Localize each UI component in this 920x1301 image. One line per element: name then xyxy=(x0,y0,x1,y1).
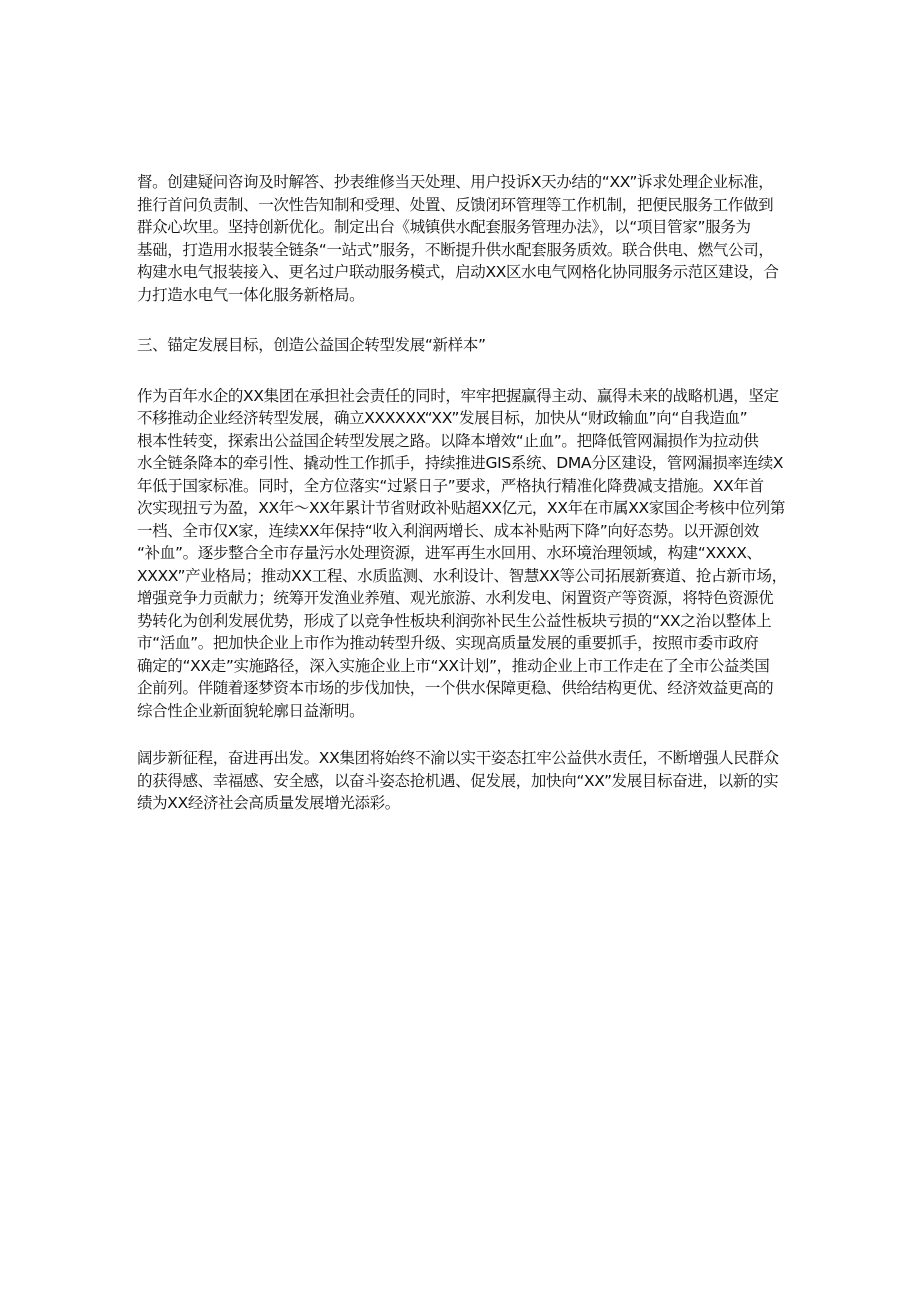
text-line: 基础，打造用水报装全链条“一站式”服务，不断提升供水配套服务质效。联合供电、燃气公司， xyxy=(137,240,774,259)
text-line: 力打造水电气一体化服务新格局。 xyxy=(137,285,365,304)
text-line: 绩为XX经济社会高质量发展增光添彩。 xyxy=(137,794,400,812)
paragraph-service-standards xyxy=(137,171,787,306)
text-line: 综合性企业新面貌轮廓日益渐明。 xyxy=(137,701,365,720)
text-line: 构建水电气报装接入、更名过户联动服务模式，启动XX区水电气网格化协同服务示范区建设，合 xyxy=(137,263,779,281)
text-line: 根本性转变，探索出公益国企转型发展之路。以降本增效“止血”。把降低管网漏损作为拉动供 xyxy=(137,431,759,450)
text-line: 推行首问负责制、一次性告知制和受理、处置、反馈闭环管理等工作机制，把便民服务工作做到 xyxy=(137,195,774,214)
document-body xyxy=(137,171,787,815)
text-line: “补血”。逐步整合全市存量污水处理资源，进军再生水回用、水环境治理领域，构建“XXXX、 xyxy=(137,544,762,562)
text-line: 市“活血”。把加快企业上市作为推动转型升级、实现高质量发展的重要抓手，按照市委市政府 xyxy=(137,634,759,652)
paragraph-spacer xyxy=(137,306,787,334)
text-line: 势转化为创利发展优势，形成了以竞争性板块利润弥补民生公益性板块亏损的“XX之治以整体上 xyxy=(137,611,772,630)
text-line: XXXX”产业格局；推动XX工程、水质监测、水利设计、智慧XX等公司拓展新赛道、抢占新市场， xyxy=(137,566,787,585)
paragraph-transformation xyxy=(137,385,787,723)
text-line: 次实现扭亏为盈，XX年～XX年累计节省财政补贴超XX亿元，XX年在市属XX家国企考核中位列第 xyxy=(137,499,786,517)
text-line: 年低于国家标准。同时，全方位落实“过紧日子”要求，严格执行精准化降费减支措施。XX年首 xyxy=(137,476,764,495)
section-heading: 三、锚定发展目标，创造公益国企转型发展“新样本” xyxy=(137,336,486,354)
text-line: 督。创建疑问咨询及时解答、抄表维修当天处理、用户投诉X天办结的“XX”诉求处理企业标准， xyxy=(137,173,774,191)
paragraph-conclusion xyxy=(137,747,787,815)
text-line: 确定的“XX走”实施路径，深入实施企业上市“XX计划”，推动企业上市工作走在了全市公益类国 xyxy=(137,656,770,675)
text-line: 阔步新征程，奋进再出发。XX集团将始终不渝以实干姿态扛牢公益供水责任，不断增强人民群众 xyxy=(137,749,779,767)
text-line: 群众心坎里。坚持创新优化。制定出台《城镇供水配套服务管理办法》，以“项目管家”服务为 xyxy=(137,218,751,236)
text-line: 水全链条降本的牵引性、撬动性工作抓手，持续推进GIS系统、DMA分区建设，管网漏损率连续X xyxy=(137,454,784,472)
text-line: 不移推动企业经济转型发展，确立XXXXXX“XX”发展目标，加快从“财政输血”向“自我造血” xyxy=(137,409,748,427)
text-line: 作为百年水企的XX集团在承担社会责任的同时，牢牢把握赢得主动、赢得未来的战略机遇，坚定 xyxy=(137,386,779,405)
text-line: 一档、全市仅X家，连续XX年保持“收入利润两增长、成本补贴两下降”向好态势。以开源创效 xyxy=(137,521,759,540)
text-line: 的获得感、幸福感、安全感，以奋斗姿态抢机遇、促发展，加快向“XX”发展目标奋进，以新的实 xyxy=(137,771,779,790)
paragraph-spacer xyxy=(137,357,787,385)
text-line: 增强竞争力贡献力；统筹开发渔业养殖、观光旅游、水利发电、闲置资产等资源，将特色资源优 xyxy=(137,589,774,607)
text-line: 企前列。伴随着逐梦资本市场的步伐加快，一个供水保障更稳、供给结构更优、经济效益更高的 xyxy=(137,679,774,697)
paragraph-spacer xyxy=(137,722,787,747)
